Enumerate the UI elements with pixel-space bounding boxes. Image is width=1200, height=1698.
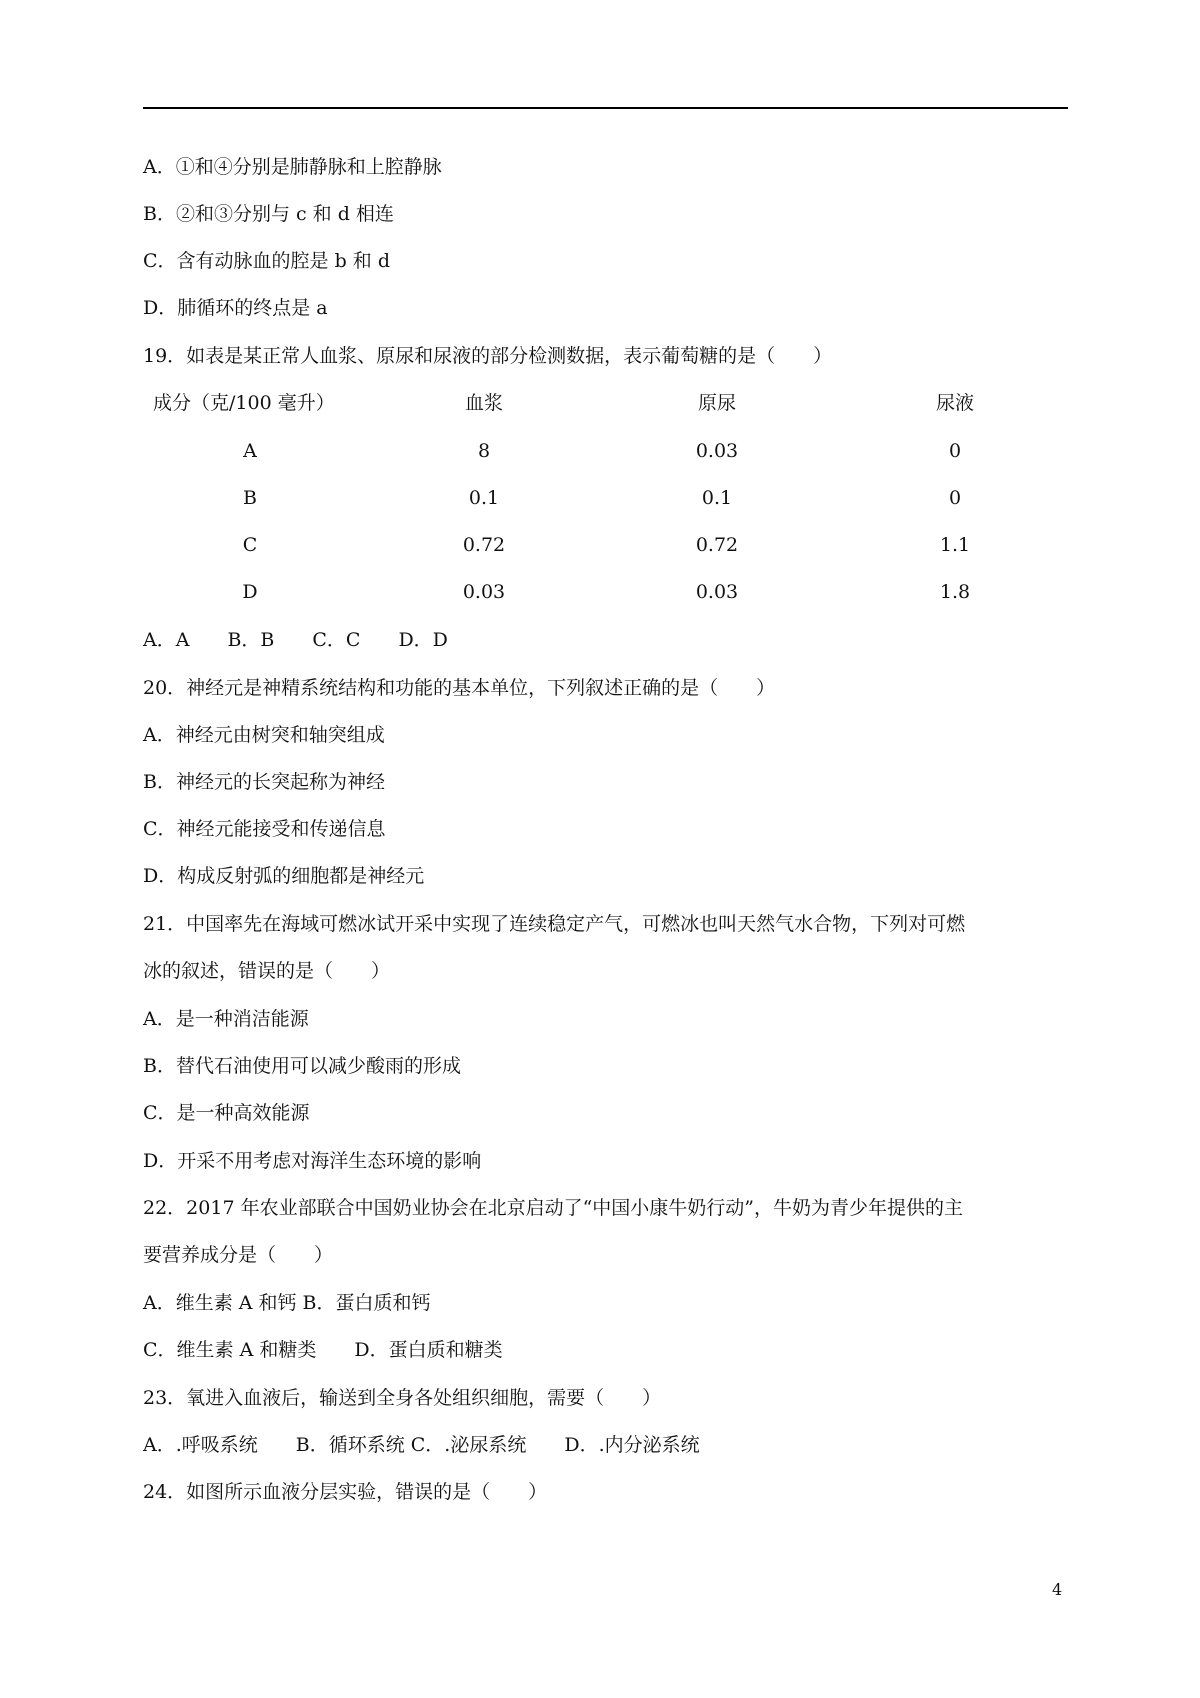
q22-options-line-1: A．维生素 A 和钙 B．蛋白质和钙 [143, 1292, 431, 1314]
table-header-plasma: 血浆 [464, 392, 504, 414]
q20-stem: 20．神经元是神精系统结构和功能的基本单位，下列叙述正确的是（ ） [143, 677, 776, 699]
table-header-component: 成分（克/100 毫升） [153, 392, 335, 414]
q18-option-d: D．肺循环的终点是 a [143, 297, 328, 319]
table-cell: 0.1 [468, 487, 500, 509]
q21-stem-line-2: 冰的叙述，错误的是（ ） [143, 960, 391, 982]
q24-stem: 24．如图所示血液分层实验，错误的是（ ） [143, 1481, 548, 1503]
table-cell: 0 [948, 440, 962, 462]
q21-stem-line-1: 21．中国率先在海域可燃冰试开采中实现了连续稳定产气，可燃冰也叫天然气水合物，下列对可燃 [143, 913, 966, 935]
q20-option-b: B．神经元的长突起称为神经 [143, 771, 385, 793]
header-rule [143, 107, 1068, 109]
q21-option-d: D．开采不用考虑对海洋生态环境的影响 [143, 1150, 482, 1172]
q23-options: A．.呼吸系统 B．循环系统 C．.泌尿系统 D．.内分泌系统 [143, 1434, 700, 1456]
table-cell: 8 [477, 440, 491, 462]
table-cell: 0.72 [462, 534, 506, 556]
table-cell: C [242, 534, 258, 556]
q22-stem-line-1: 22．2017 年农业部联合中国奶业协会在北京启动了“中国小康牛奶行动”，牛奶为青少年提供的主 [143, 1197, 963, 1219]
table-header-primary-urine: 原尿 [697, 392, 737, 414]
q21-option-a: A．是一种消洁能源 [143, 1008, 309, 1030]
q19-options: A．A B．B C．C D．D [143, 629, 448, 651]
table-header-urine: 尿液 [935, 392, 975, 414]
table-cell: 0 [948, 487, 962, 509]
q20-option-a: A．神经元由树突和轴突组成 [143, 724, 385, 746]
q20-option-c: C．神经元能接受和传递信息 [143, 818, 386, 840]
table-cell: 1.8 [939, 581, 971, 603]
q18-option-c: C．含有动脉血的腔是 b 和 d [143, 250, 390, 272]
table-cell: 0.03 [695, 581, 739, 603]
q22-options-line-2: C．维生素 A 和糖类 D．蛋白质和糖类 [143, 1339, 503, 1361]
page-number: 4 [1052, 1580, 1063, 1599]
q22-stem-line-2: 要营养成分是（ ） [143, 1244, 334, 1266]
q19-stem: 19．如表是某正常人血浆、原尿和尿液的部分检测数据，表示葡萄糖的是（ ） [143, 345, 833, 367]
q18-option-b: B．②和③分别与 c 和 d 相连 [143, 203, 394, 225]
table-cell: A [243, 440, 257, 462]
table-cell: D [242, 581, 258, 603]
q20-option-d: D．构成反射弧的细胞都是神经元 [143, 865, 425, 887]
q23-stem: 23．氧进入血液后，输送到全身各处组织细胞，需要（ ） [143, 1387, 662, 1409]
q18-option-a: A．①和④分别是肺静脉和上腔静脉 [143, 156, 442, 178]
table-cell: 0.1 [701, 487, 733, 509]
table-cell: 0.03 [695, 440, 739, 462]
table-cell: 1.1 [939, 534, 971, 556]
q21-option-c: C．是一种高效能源 [143, 1102, 310, 1124]
table-cell: 0.03 [462, 581, 506, 603]
table-cell: B [243, 487, 257, 509]
q21-option-b: B．替代石油使用可以减少酸雨的形成 [143, 1055, 461, 1077]
table-cell: 0.72 [695, 534, 739, 556]
